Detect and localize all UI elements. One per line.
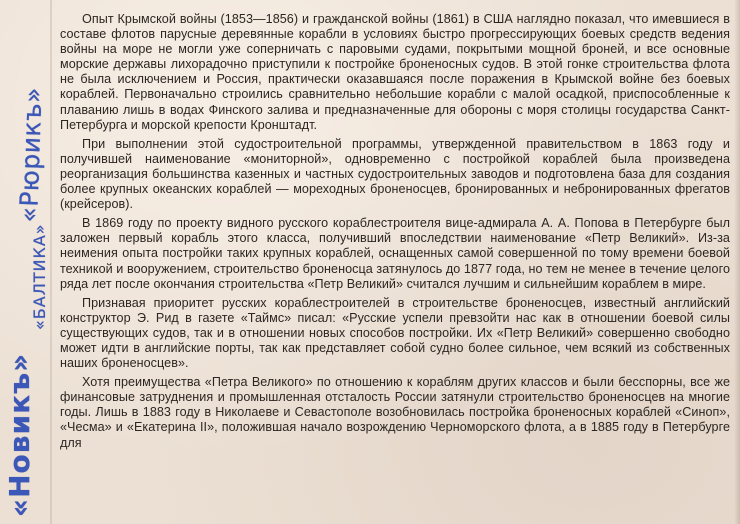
paragraph-4: Признавая приоритет русских кораблестроителей в строительстве броненосцев, известный английский конструктор Э. Рид в газете «Таймс» писал: «Русские успели превзойти нас как в отношении боевой силы существующих судов, так и в отношении новых способов постройки. Их «Петр Великий» совершенно свободно может идти в английские порты, так как представляет собой судно более сильное, чем всякий из собственных наших броненосцев». [60, 295, 730, 371]
handwritten-baltika: «БАЛТИКА» [30, 223, 49, 330]
paper-fold [50, 0, 52, 524]
page-edge [734, 0, 740, 524]
paragraph-5: Хотя преимущества «Петра Великого» по отношению к кораблям других классов и были бесспорны, все же финансовые затруднения и промышленная отсталость России затянули строительство броненосцев на многие годы. Лишь в 1883 году в Николаеве и Севастополе возобновилась постройка броненосных кораблей «Синоп», «Чесма» и «Екатерина II», положившая начало возрождению Черноморского флота, а в 1885 году в Петербурге для [60, 375, 730, 450]
paragraph-2: При выполнении этой судостроительной программы, утвержденной правительством в 1863 году и получившей наименование «мониторной», одновременно с постройкой кораблей была произведена реорганизация большинства казенных и частных судостроительных заводов и подготовлена база для создания более крупных океанских кораблей — мореходных броненосцев, бронированных и небронированных фрегатов (крейсеров). [60, 136, 730, 212]
handwritten-novik: «Новикъ» [3, 352, 36, 517]
handwritten-rurik: «Рюрикъ» [14, 86, 48, 224]
paragraph-1: Опыт Крымской войны (1853—1856) и гражданской войны (1861) в США наглядно показал, что имевшиеся в составе флотов парусные деревянные корабли в условиях быстро прогрессирующих боевых средств ведения войны на море не могли уже соперничать с паровыми судами, покрытыми мощной броней, и все основные морские державы лихорадочно приступили к постройке броненосных судов. В этой гонке строительства флота не была исключением и Россия, практически оказавшаяся после поражения в Крымской войне без боевых кораблей. Первоначально строились сравнительно небольшие корабли с малой осадкой, приспособленные к плаванию лишь в водах Финского залива и предназначенные для обороны с моря столицы государства Санкт-Петербурга и морской крепости Кронштадт. [60, 12, 730, 132]
paragraph-3: В 1869 году по проекту видного русского кораблестроителя вице-адмирала А. А. Попова в Петербурге был заложен первый корабль этого класса, получивший впоследствии наименование «Петр Великий». Из-за неимения опыта постройки таких крупных кораблей, оснащенных самой совершенной по тому времени боевой техникой и вооружением, строительство броненосца затянулось до 1877 года, но тем не менее в течение целого ряда лет после окончания строительства «Петр Великий» считался лучшим и сильнейшим кораблем в мире. [60, 216, 730, 291]
article-body [60, 12, 730, 455]
